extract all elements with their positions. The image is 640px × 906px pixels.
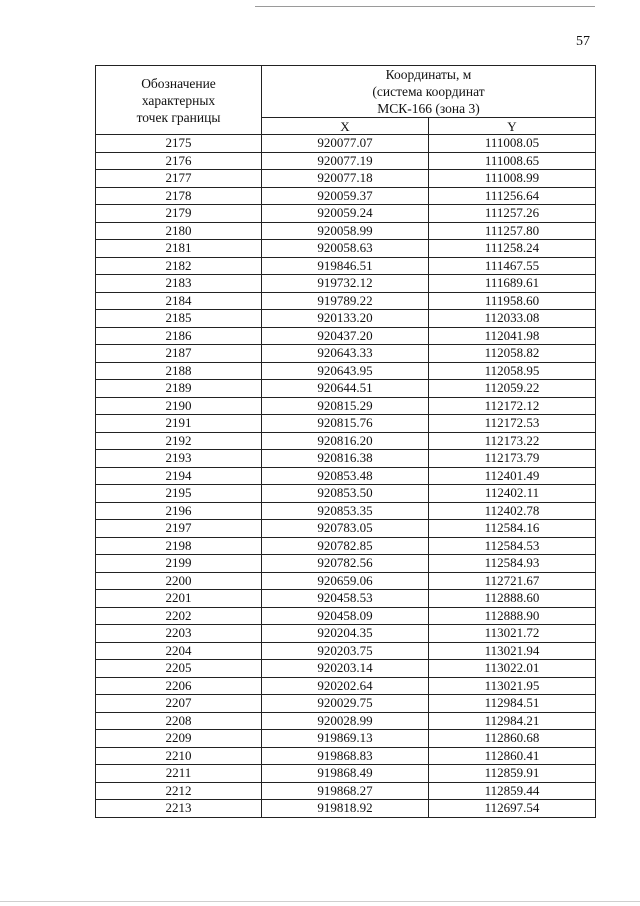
- x-coordinate-cell: 920059.37: [262, 187, 429, 205]
- x-coordinate-cell: 920853.50: [262, 485, 429, 503]
- x-coordinate-cell: 919732.12: [262, 275, 429, 293]
- x-coordinate-cell: 920782.85: [262, 537, 429, 555]
- x-coordinate-cell: 920059.24: [262, 205, 429, 223]
- y-coordinate-cell: 112172.53: [429, 415, 596, 433]
- point-id-cell: 2186: [96, 327, 262, 345]
- y-coordinate-cell: 113021.94: [429, 642, 596, 660]
- table-row: [96, 572, 596, 590]
- y-coordinate-cell: 112059.22: [429, 380, 596, 398]
- table-row: [96, 152, 596, 170]
- point-id-cell: 2178: [96, 187, 262, 205]
- x-coordinate-cell: 920203.75: [262, 642, 429, 660]
- table-row: [96, 607, 596, 625]
- y-coordinate-cell: 112860.68: [429, 730, 596, 748]
- y-coordinate-cell: 112033.08: [429, 310, 596, 328]
- point-id-cell: 2200: [96, 572, 262, 590]
- x-coordinate-cell: 920058.63: [262, 240, 429, 258]
- x-coordinate-cell: 920202.64: [262, 677, 429, 695]
- y-coordinate-cell: 111008.65: [429, 152, 596, 170]
- y-coordinate-cell: 112584.53: [429, 537, 596, 555]
- x-coordinate-cell: 920853.48: [262, 467, 429, 485]
- point-id-cell: 2197: [96, 520, 262, 538]
- x-coordinate-cell: 920643.95: [262, 362, 429, 380]
- table-row: [96, 660, 596, 678]
- y-coordinate-cell: 111256.64: [429, 187, 596, 205]
- x-coordinate-cell: 920816.20: [262, 432, 429, 450]
- y-coordinate-cell: 112859.44: [429, 782, 596, 800]
- x-coordinate-cell: 920458.09: [262, 607, 429, 625]
- point-designation-header: [96, 66, 262, 135]
- point-id-cell: 2185: [96, 310, 262, 328]
- x-coordinate-cell: 920028.99: [262, 712, 429, 730]
- point-header-line: Обозначение: [141, 75, 216, 91]
- x-coordinate-cell: 919868.49: [262, 765, 429, 783]
- coordinates-table: [95, 65, 596, 818]
- y-coordinate-cell: 113021.72: [429, 625, 596, 643]
- table-row: [96, 432, 596, 450]
- point-id-cell: 2196: [96, 502, 262, 520]
- point-id-cell: 2188: [96, 362, 262, 380]
- table-row: [96, 187, 596, 205]
- point-id-cell: 2209: [96, 730, 262, 748]
- y-column-header: Y: [429, 118, 596, 135]
- table-row: [96, 362, 596, 380]
- y-coordinate-cell: 112984.21: [429, 712, 596, 730]
- table-row: [96, 520, 596, 538]
- point-id-cell: 2187: [96, 345, 262, 363]
- table-row: [96, 642, 596, 660]
- x-coordinate-cell: 919868.83: [262, 747, 429, 765]
- coordinates-body: [96, 135, 596, 818]
- table-row: [96, 625, 596, 643]
- point-id-cell: 2199: [96, 555, 262, 573]
- x-coordinate-cell: 920203.14: [262, 660, 429, 678]
- y-coordinate-cell: 112984.51: [429, 695, 596, 713]
- point-id-cell: 2201: [96, 590, 262, 608]
- point-id-cell: 2202: [96, 607, 262, 625]
- point-id-cell: 2189: [96, 380, 262, 398]
- table-row: [96, 345, 596, 363]
- point-id-cell: 2193: [96, 450, 262, 468]
- x-coordinate-cell: 920437.20: [262, 327, 429, 345]
- point-id-cell: 2195: [96, 485, 262, 503]
- y-coordinate-cell: 112173.22: [429, 432, 596, 450]
- top-scan-rule: [255, 6, 595, 7]
- x-coordinate-cell: 920644.51: [262, 380, 429, 398]
- table-row: [96, 485, 596, 503]
- point-id-cell: 2179: [96, 205, 262, 223]
- table-row: [96, 555, 596, 573]
- table-row: [96, 222, 596, 240]
- point-id-cell: 2184: [96, 292, 262, 310]
- point-id-cell: 2183: [96, 275, 262, 293]
- table-row: [96, 415, 596, 433]
- point-id-cell: 2175: [96, 135, 262, 153]
- table-row: [96, 310, 596, 328]
- table-row: [96, 765, 596, 783]
- point-id-cell: 2190: [96, 397, 262, 415]
- y-coordinate-cell: 112058.95: [429, 362, 596, 380]
- coords-header-line: Координаты, м: [385, 67, 472, 82]
- y-coordinate-cell: 111258.24: [429, 240, 596, 258]
- y-coordinate-cell: 112697.54: [429, 800, 596, 818]
- point-id-cell: 2213: [96, 800, 262, 818]
- x-coordinate-cell: 919789.22: [262, 292, 429, 310]
- coords-header-line: (система координат: [372, 84, 485, 99]
- table-row: [96, 590, 596, 608]
- point-id-cell: 2198: [96, 537, 262, 555]
- y-coordinate-cell: 111257.80: [429, 222, 596, 240]
- table-row: [96, 467, 596, 485]
- x-coordinate-cell: 920029.75: [262, 695, 429, 713]
- y-coordinate-cell: 111467.55: [429, 257, 596, 275]
- x-coordinate-cell: 920659.06: [262, 572, 429, 590]
- y-coordinate-cell: 111958.60: [429, 292, 596, 310]
- table-row: [96, 275, 596, 293]
- y-coordinate-cell: 112041.98: [429, 327, 596, 345]
- table-row: [96, 450, 596, 468]
- coordinates-header: [262, 66, 596, 118]
- table-row: [96, 730, 596, 748]
- x-coordinate-cell: 919818.92: [262, 800, 429, 818]
- page-number: 57: [576, 34, 590, 49]
- y-coordinate-cell: 111008.99: [429, 170, 596, 188]
- point-id-cell: 2191: [96, 415, 262, 433]
- point-id-cell: 2211: [96, 765, 262, 783]
- table-row: [96, 257, 596, 275]
- point-header-line: точек границы: [136, 109, 221, 125]
- point-id-cell: 2192: [96, 432, 262, 450]
- x-coordinate-cell: 919869.13: [262, 730, 429, 748]
- point-id-cell: 2208: [96, 712, 262, 730]
- x-coordinate-cell: 920783.05: [262, 520, 429, 538]
- point-id-cell: 2212: [96, 782, 262, 800]
- x-coordinate-cell: 920643.33: [262, 345, 429, 363]
- y-coordinate-cell: 111008.05: [429, 135, 596, 153]
- y-coordinate-cell: 112402.78: [429, 502, 596, 520]
- point-id-cell: 2203: [96, 625, 262, 643]
- point-id-cell: 2177: [96, 170, 262, 188]
- table-row: [96, 502, 596, 520]
- x-coordinate-cell: 920815.29: [262, 397, 429, 415]
- x-coordinate-cell: 920133.20: [262, 310, 429, 328]
- table-row: [96, 240, 596, 258]
- table-row: [96, 677, 596, 695]
- table-row: [96, 800, 596, 818]
- table-row: [96, 537, 596, 555]
- y-coordinate-cell: 112860.41: [429, 747, 596, 765]
- x-coordinate-cell: 920058.99: [262, 222, 429, 240]
- x-coordinate-cell: 920077.18: [262, 170, 429, 188]
- y-coordinate-cell: 112172.12: [429, 397, 596, 415]
- x-coordinate-cell: 919846.51: [262, 257, 429, 275]
- point-id-cell: 2205: [96, 660, 262, 678]
- y-coordinate-cell: 112173.79: [429, 450, 596, 468]
- table-row: [96, 747, 596, 765]
- x-coordinate-cell: 920077.07: [262, 135, 429, 153]
- y-coordinate-cell: 111257.26: [429, 205, 596, 223]
- table-row: [96, 327, 596, 345]
- x-coordinate-cell: 919868.27: [262, 782, 429, 800]
- x-coordinate-cell: 920204.35: [262, 625, 429, 643]
- y-coordinate-cell: 113021.95: [429, 677, 596, 695]
- y-coordinate-cell: 112721.67: [429, 572, 596, 590]
- x-coordinate-cell: 920782.56: [262, 555, 429, 573]
- table-row: [96, 712, 596, 730]
- y-coordinate-cell: 112888.90: [429, 607, 596, 625]
- y-coordinate-cell: 112401.49: [429, 467, 596, 485]
- y-coordinate-cell: 113022.01: [429, 660, 596, 678]
- point-id-cell: 2207: [96, 695, 262, 713]
- table-row: [96, 205, 596, 223]
- point-id-cell: 2204: [96, 642, 262, 660]
- y-coordinate-cell: 112859.91: [429, 765, 596, 783]
- point-id-cell: 2181: [96, 240, 262, 258]
- table-row: [96, 380, 596, 398]
- table-row: [96, 397, 596, 415]
- table-row: [96, 135, 596, 153]
- point-id-cell: 2206: [96, 677, 262, 695]
- table-row: [96, 695, 596, 713]
- x-coordinate-cell: 920853.35: [262, 502, 429, 520]
- y-coordinate-cell: 112888.60: [429, 590, 596, 608]
- y-coordinate-cell: 112584.93: [429, 555, 596, 573]
- point-id-cell: 2176: [96, 152, 262, 170]
- y-coordinate-cell: 112058.82: [429, 345, 596, 363]
- point-id-cell: 2180: [96, 222, 262, 240]
- point-header-line: характерных: [141, 92, 216, 108]
- x-coordinate-cell: 920458.53: [262, 590, 429, 608]
- point-id-cell: 2194: [96, 467, 262, 485]
- point-id-cell: 2210: [96, 747, 262, 765]
- coords-header-line: МСК-166 (зона 3): [377, 101, 480, 116]
- y-coordinate-cell: 112402.11: [429, 485, 596, 503]
- table-row: [96, 170, 596, 188]
- x-column-header: X: [262, 118, 429, 135]
- table-header-row: [96, 66, 596, 118]
- table-row: [96, 292, 596, 310]
- y-coordinate-cell: 111689.61: [429, 275, 596, 293]
- table-row: [96, 782, 596, 800]
- point-id-cell: 2182: [96, 257, 262, 275]
- x-coordinate-cell: 920077.19: [262, 152, 429, 170]
- x-coordinate-cell: 920816.38: [262, 450, 429, 468]
- y-coordinate-cell: 112584.16: [429, 520, 596, 538]
- x-coordinate-cell: 920815.76: [262, 415, 429, 433]
- bottom-scan-rule: [0, 901, 640, 902]
